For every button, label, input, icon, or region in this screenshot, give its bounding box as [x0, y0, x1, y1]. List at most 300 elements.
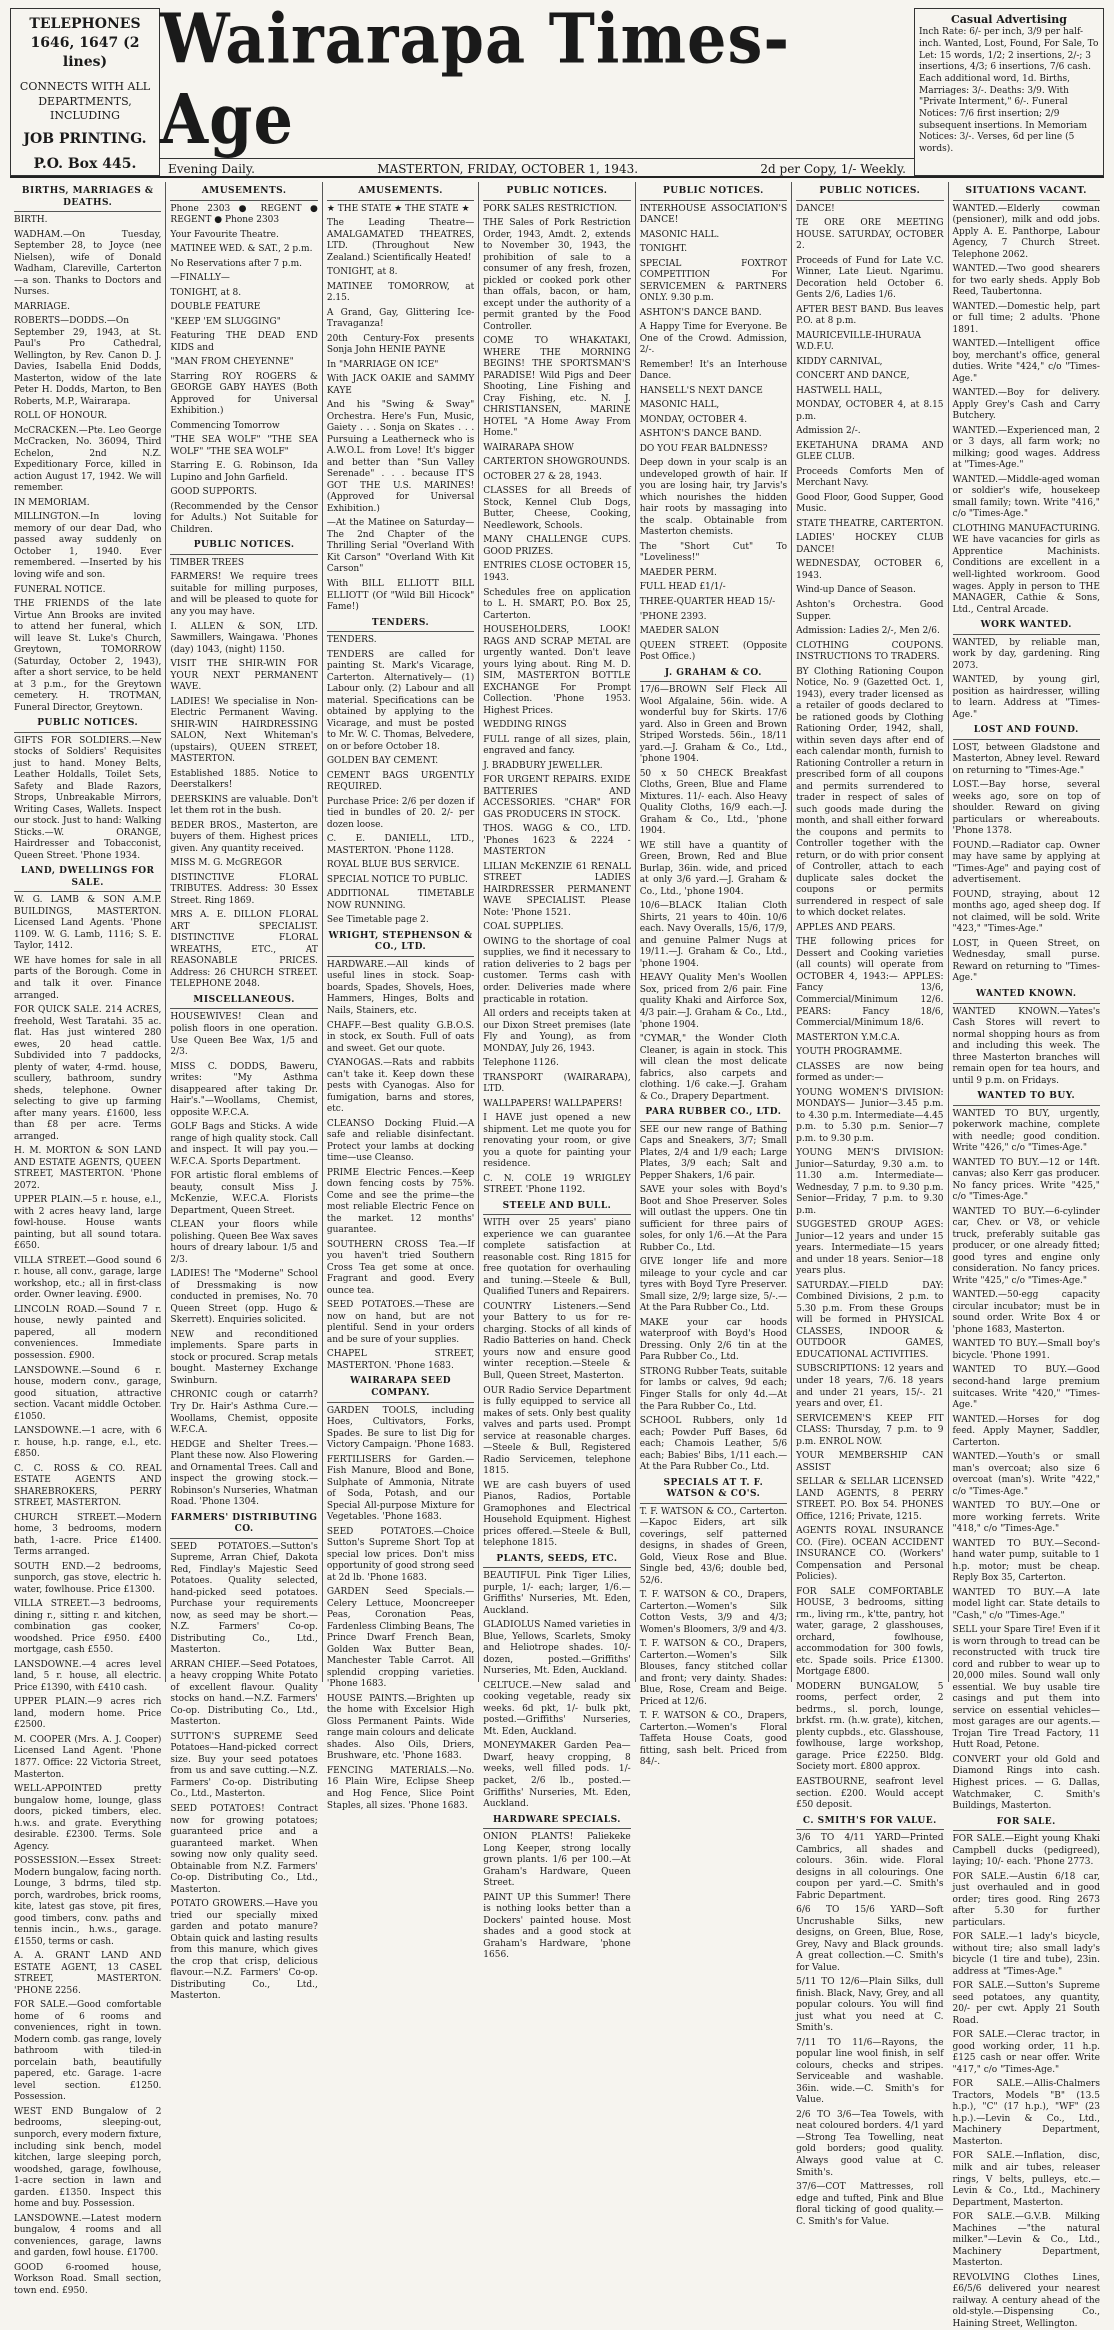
po-box: P.O. Box 445. [33, 156, 137, 173]
notice-item: MATINEE WED. & SAT., 2 p.m. [170, 244, 313, 255]
newspaper-title: Wairarapa Times-Age [160, 0, 791, 159]
notice-item: FOR artistic floral emblems of beauty, consult Miss J. McKenzie, W.F.C.A. Florists Department, Queen Street. [170, 1171, 318, 1216]
notice-item: CELTUCE.—New salad and cooking vegetable, ready six weeks. 6d pkt, 1/- bulk pkt, posted.—Griffiths' Nurseries, Mt. Eden, Auckland. [483, 1680, 631, 1737]
notice-item: TE ORE ORE MEETING HOUSE. SATURDAY, OCTOBER 2. [796, 218, 944, 252]
notice-item: GOLDEN BAY CEMENT. [326, 756, 439, 767]
notice-item: T. F. WATSON & CO., Carterton.—Kapoc Eiders, art silk coverings, self patterned designs, in shades of Green, Gold, Vieux Rose and Blue. Single bed, 43/6; double bed, 52/6. [639, 1506, 788, 1586]
notice-item: SOUTH END.—2 bedrooms, sunporch, gas stove, electric h. water, fowlhouse. Price £1300. [14, 1561, 162, 1595]
notice-item: With BILL ELLIOTT BILL ELLIOTT (Of "Wild Bill Hicock" Fame!) [326, 578, 475, 613]
notice-item: WANTED, by reliable man, work by day, gardening. Ring 2073. [952, 637, 1100, 671]
notice-item: FULL range of all sizes, plain, engraved and fancy. [483, 734, 631, 757]
notice-item: WALLPAPERS! WALLPAPERS! [483, 1098, 623, 1109]
section-body [327, 204, 474, 614]
notice-item: —FINALLY— [170, 273, 230, 284]
notice-item: Wind-up Dance of Season. [796, 585, 916, 596]
notice-item: MONDAY, OCTOBER 4. [639, 414, 748, 425]
notice-item: TONIGHT, at 8. [326, 267, 398, 278]
notice-item: 'PHONE 2393. [639, 611, 707, 622]
notice-item: UPPER PLAIN.—5 r. house, e.l., with 2 acres heavy land, large fowl-house. House wants painting, but all sound totara. £650. [14, 1195, 162, 1252]
notice-item: WANTED TO BUY, urgently, pokerwork machine, complete with needle; good condition. Write "426," c/o "Times-Age." [952, 1108, 1100, 1154]
notice-item: FOUND.—Radiator cap. Owner may have same by applying at "Times-Age" and paying cost of advertisement. [952, 840, 1100, 886]
notice-item: CONCERT AND DANCE, [796, 371, 910, 382]
notice-item: CLASSES are now being formed as under:— [796, 1061, 944, 1084]
notice-item: YOUNG WOMEN'S DIVISION: MONDAYS— Junior—3.45 p.m. to 4.30 p.m. Intermediate—4.45 p.m. to 5.30 p.m. Senior—7 p.m. to 9.30 p.m. [796, 1087, 944, 1144]
notice-item: WE are cash buyers of used Pianos, Radios, Portable Gramophones and Electrical Household Equipment. Highest prices offered.—Steele & Bull, telephone 1815. [483, 1480, 631, 1549]
connects-text: CONNECTS WITH ALL DEPARTMENTS, INCLUDING [19, 79, 151, 123]
notice-item: APPLES AND PEARS. [796, 922, 896, 933]
masthead [10, 0, 1104, 178]
section-body [953, 638, 1100, 722]
notice-item: 20th Century-Fox presents Sonja John HENIE PAYNE [326, 333, 475, 356]
notice-item: CLASSES for all Breeds of Stock, Kennel Club Dogs, Butter, Cheese, Cooking, Needlework, Schools. [483, 486, 631, 531]
notice-item: "KEEP 'EM SLUGGING" [170, 316, 281, 327]
notice-item: SPECIAL FOXTROT COMPETITION For SERVICEMEN & PARTNERS ONLY. 9.30 p.m. [639, 258, 788, 304]
notice-item: 2/6 TO 3/6—Tea Towels, with neat coloured borders. 4/1 yard—Strong Tea Towelling, neat gold borders; good quality. Always good value at C. Smith's. [796, 2109, 944, 2178]
notice-item: THE Sales of Pork Restriction Order, 1943, Amdt. 2, extends to November 30, 1943, the prohibition of sale to a consumer of any fresh, frozen, pickled or cooked pork other than offals, bacon, or ham, except under the authority of a permit granted by the Food Controller. [483, 218, 631, 332]
notice-item: Deep down in your scalp is an undeveloped growth of hair. If you are losing hair, try Jarvis's which nourishes the hidden hair roots by massaging into the scalp. Obtainable from Masterton chemists. [639, 458, 788, 538]
notice-item: WANTED.—Horses for dog feed. Apply Mayner, Saddler, Carterton. [952, 1414, 1100, 1448]
notice-item: SCHOOL Rubbers, only 1d each; Powder Puff Bases, 6d each; Chamois Leather, 5/6 each; Babies' Bibs, 1/11 each.—At the Para Rubber Co., Ltd. [639, 1416, 788, 1473]
notice-item: C. N. COLE 19 WRIGLEY STREET. 'Phone 1192. [483, 1173, 631, 1196]
notice-item: VILLA STREET.—3 bedrooms, dining r., sitting r. and kitchen, combination gas cooker, woodshed. Price £950. £400 mortgage, cash £550. [14, 1599, 162, 1656]
notice-item: BEAUTIFUL Pink Tiger Lilies, purple, 1/- each; larger, 1/6.—Griffiths' Nurseries, Mt. Eden, Auckland. [483, 1571, 631, 1616]
section-heading: TENDERS. [327, 618, 474, 633]
notice-item: HEAVY Quality Men's Woollen Sox, priced from 2/6 pair. Fine quality Khaki and Airforce Sox, 4/3 pair.—J. Graham & Co., Ltd., 'phone 1904. [639, 973, 788, 1030]
notice-item: Purchase Price: 2/6 per dozen if tied in bundles of 20. 2/- per dozen loose. [326, 796, 475, 830]
notice-item: SEED POTATOES.—Sutton's Supreme, Arran Chief, Dakota Red, Findlay's Majestic Seed Potatoes. Quality selected, hand-picked seed potatoes. Purchase your requirements now, as seed may be short.—N.Z. Farmers' Co-op. Distributing Co., Ltd., Masterton. [170, 1541, 318, 1656]
notice-item: YOUR MEMBERSHIP CAN ASSIST [796, 1451, 944, 1473]
notice-item: Featuring THE DEAD END KIDS and [170, 331, 318, 353]
notice-item: LADIES! We specialise in Non-Electric Permanent Waving. SHIR-WIN HAIRDRESSING SALON, Next Whiteman's (upstairs), QUEEN STREET, MASTERTON. [170, 696, 318, 765]
notice-item: 6/6 TO 15/6 YARD—Soft Uncrushable Silks, new designs, on Green, Blue, Rose, Grey, Navy and Black grounds. A great collection.—C. Smith's for Value. [796, 1905, 944, 1973]
notice-item: FOR SALE COMFORTABLE HOUSE, 3 bedrooms, sitting rm., living rm., k'tte, pantry, hot water, garage, 2 glasshouses, orchard, fowlhouse, accommodation for 300 fowls, etc. Spade soils. Price £1300. Mortgage £800. [796, 1586, 944, 1678]
notice-item: DISTINCTIVE FLORAL TRIBUTES. Address: 30 Essex Street. Ring 1869. [170, 872, 318, 906]
section-heading: WAIRARAPA SEED COMPANY. [327, 1376, 474, 1402]
notice-item: SERVICEMEN'S KEEP FIT CLASS: Thursday, 7 p.m. to 9 p.m. ENROL NOW. [796, 1413, 944, 1447]
notice-item: ENTRIES CLOSE OCTOBER 15, 1943. [483, 561, 631, 583]
title-area [160, 0, 914, 176]
notice-item: 3/6 TO 4/11 YARD—Printed Cambrics, all shades and colours. 36in. wide. Floral designs in all colourings. One coupon per yard.—C. Smith's Fabric Department. [796, 1833, 944, 1901]
notice-item: FOUND, straying, about 12 months ago, aged sheep dog. If not claimed, will be sold. Write "423," "Times-Age." [952, 889, 1100, 935]
notice-item: CHRONIC cough or catarrh? Try Dr. Hair's Asthma Cure.—Woollams, Chemist, opposite W.F.C.A. [170, 1390, 318, 1436]
notice-item: COME TO WHAKATAKI, WHERE THE MORNING BEGINS! THE SPORTSMAN'S PARADISE! Wild Pigs and Deer Shooting, Line Fishing and Cray Fishing, etc. N. J. CHRISTIANSEN, MARINE HOTEL "A Home Away From Home." [483, 336, 631, 439]
notice-item: ADDITIONAL TIMETABLE NOW RUNNING. [326, 889, 475, 911]
notice-item: CHURCH STREET.—Modern home, 3 bedrooms, modern bath, 1-acre. Price £1400. Terms arranged. [14, 1512, 162, 1558]
section-heading: AMUSEMENTS. [327, 186, 474, 201]
section-body [640, 685, 787, 1103]
notice-item: (Recommended by the Censor for Adults.) Not Suitable for Children. [170, 501, 318, 535]
notice-item: MONDAY, OCTOBER 4, at 8.15 p.m. [796, 400, 944, 422]
notice-item: SEE our new range of Bathing Caps and Sneakers, 3/7; Small Plates, 2/4 and 1/9 each; Large Plates, 3/9 each; Salt and Pepper Shakers, 1/6 pair. [639, 1124, 788, 1181]
notice-item: WANTED TO BUY.—Good second-hand large premium suitcases. Write "420," "Times-Age." [952, 1365, 1100, 1411]
notice-item: DANCE! [796, 203, 835, 214]
notice-item: Ashton's Orchestra. Good Supper. [796, 599, 944, 622]
notice-item: SELL your Spare Tire! Even if it is worn through to tread can be reconstructed with truck tire cord and rubber to wear up to 20,000 miles. Sound wall only essential. We buy usable tire casings and put them into service on essential vehicles—most garages are our agents.—Trojan Tire Tread Factory, 11 Hutt Road, Petone. [952, 1625, 1100, 1751]
notice-item: CARTERTON SHOWGROUNDS. [483, 457, 630, 468]
notice-item: Proceeds of Fund for Late V.C. Winner, Late Lieut. Ngarimu. Decoration held October 6. Gents 2/6, Ladies 1/6. [796, 255, 944, 301]
notice-item: IN MEMORIAM. [14, 497, 90, 508]
notice-item: MAURICEVILLE-IHURAUA W.D.F.U. [796, 330, 922, 353]
notice-item: BIRTH. [14, 215, 48, 226]
notice-item: WE still have a quantity of Green, Brown, Red and Blue Burlap, 36in. wide, and priced at only 3/6 yard.—J. Graham & Co., Ltd., 'phone 1904. [639, 840, 788, 897]
notice-item: WANTED TO BUY.—6-cylinder car, Chev. or V8, or vehicle truck, preferably suitable gas producer, or one already fitted; good tyres and engine only consideration. No fancy prices. Write "425," c/o "Times-Age." [952, 1206, 1100, 1286]
section-body [14, 215, 161, 714]
section-heading: PUBLIC NOTICES. [483, 186, 630, 201]
section-body [170, 204, 317, 537]
notice-item: MILLINGTON.—In loving memory of our dear Dad, who passed away suddenly on October 1, 1940. Ever remembered. —Inserted by his loving wife and son. [14, 512, 162, 580]
notice-item: TONIGHT, at 8. [170, 287, 242, 298]
telephone-heading: TELEPHONES [29, 16, 141, 32]
section-body [953, 1109, 1100, 1813]
notice-item: MISS M. G. McGREGOR [170, 858, 282, 869]
notice-item: MATINEE TOMORROW, at 2.15. [326, 281, 475, 304]
section-heading: WANTED TO BUY. [953, 1091, 1100, 1106]
section-heading: PUBLIC NOTICES. [796, 186, 943, 201]
notice-item: WANTED TO BUY.—12 or 14ft. canvas; also Kerr gas producer. No fancy prices. Write "425," c/o "Times-Age." [952, 1157, 1100, 1203]
notice-item: Telephone 1126. [483, 1058, 559, 1069]
notice-item: GIVE longer life and more mileage to your cycle and car tyres with Boyd Tyre Preserver. Small size, 2/9; large size, 5/-.—At the Para Rubber Co., Ltd. [639, 1257, 788, 1314]
dateline: MASTERTON, FRIDAY, OCTOBER 1, 1943. [377, 161, 639, 176]
notice-item: SEED POTATOES! Contract now for growing potatoes; guaranteed price and a guaranteed market. When sowing now only quality seed. Obtainable from N.Z. Farmers' Co-op. Distributing Co., Ltd., Masterton. [170, 1804, 318, 1895]
notice-item: A Happy Time for Everyone. Be One of the Crowd. Admission, 2/-. [639, 322, 788, 356]
notice-item: The Leading Theatre— AMALGAMATED THEATRES, LTD. (Throughout New Zealand.) Scientifically Heated! [326, 218, 475, 263]
notice-item: TIMBER TREES [170, 557, 245, 568]
notice-item: FERTILISERS for Garden.—Fish Manure, Blood and Bone, Sulphate of Ammonia, Nitrate of Soda, Potash, and our Special All-purpose Mixture for Vegetables. 'Phone 1683. [326, 1454, 475, 1523]
notice-item: THE FRIENDS of the late Virtue Ann Brooks are invited to attend her funeral, which will leave St. Luke's Church, Greytown, TOMORROW (Saturday, October 2, 1943), after a short service, to be held at 3 p.m., for the Greytown cemetery. H. TROTMAN, Funeral Director, Greytown. [14, 599, 162, 713]
price-label: 2d per Copy, 1/- Weekly. [760, 161, 906, 176]
notice-item: BY Clothing Rationing Coupon Notice, No. 9 (Gazetted Oct. 1, 1943), every trader licensed as a retailer of goods declared to be rationed goods by Clothing Rationing Order, 1942, shall, within seven days after end of each calendar month, furnish to Rationing Controller a return in prescribed form of all coupons and permits surrendered to trader in respect of sales of such goods made during the month, and shall either forward the coupons and permits to Controller together with the return, or do with prior consent of Controller, attach to each duplicate sales docket the coupons or permits surrendered in respect of sale to which docket relates. [796, 666, 944, 919]
notice-item: CLOTHING COUPONS. INSTRUCTIONS TO TRADERS. [796, 640, 944, 663]
notice-item: "THE SEA WOLF" "THE SEA WOLF" "THE SEA WOLF" [170, 435, 318, 457]
column-4 [479, 182, 635, 1961]
notice-item: C. E. DANIELL, LTD., MASTERTON. 'Phone 1128. [326, 834, 475, 856]
notice-item: MARRIAGE. [14, 301, 70, 312]
notice-item: M. COOPER (Mrs. A. J. Cooper) Licensed Land Agent. 'Phone 1877. Office: 22 Victoria Street, Masterton. [14, 1734, 162, 1780]
notice-item: GOOD 6-roomed house, Workson Road. Small section, town end. £950. [14, 2262, 162, 2296]
notice-item: SEED POTATOES.—These are now on hand, but are not plentiful. Send in your orders and be sure of your supplies. [326, 1300, 475, 1345]
column-3 [323, 182, 479, 1811]
notice-item: WANTED.—Middle-aged woman or soldier's wife, housekeep small family; town. Write "416," c/o "Times-Age." [952, 474, 1100, 520]
notice-item: Phone 2303 ● REGENT ● REGENT ● Phone 2303 [170, 203, 318, 226]
notice-item: "CYMAR," the Wonder Cloth Cleaner, is again in stock. This will clean the most delicate fabrics, also carpets and clothing. 1/6 cake.—J. Graham & Co., Drapery Department. [639, 1034, 788, 1102]
columns-container [10, 182, 1104, 2329]
section-heading: AMUSEMENTS. [170, 186, 317, 201]
notice-item: OCTOBER 27 & 28, 1943. [483, 471, 602, 482]
notice-item: ROYAL BLUE BUS SERVICE. [326, 860, 460, 871]
section-heading: WORK WANTED. [953, 620, 1100, 635]
notice-item: SOUTHERN CROSS Tea.—If you haven't tried Southern Cross Tea get some at once. Fragrant and good. Every ounce tea. [326, 1239, 475, 1296]
notice-item: OWING to the shortage of coal supplies, we find it necessary to ration deliveries to 2 bags per customer. Terms cash with order. Deliveries made where practicable in rotation. [483, 936, 631, 1005]
notice-item: GOLF Bags and Sticks. A wide range of high quality stock. Call and inspect. It will pay you.—W.F.C.A. Sports Department. [170, 1122, 318, 1167]
notice-item: FOR SALE.—Austin 6/18 car, just overhauled and in good order; tires good. Ring 2673 after 5.30 for further particulars. [952, 1871, 1100, 1928]
notice-item: WADHAM.—On Tuesday, September 28, to Joyce (nee Nielsen), wife of Donald Wadham, Clareville, Carterton—a son. Thanks to Doctors and Nurses. [14, 229, 162, 298]
notice-item: ONION PLANTS! Paliekeke Long Keeper, strong locally grown plants. 1/6 per 100.—At Graham's Hardware, Queen Street. [483, 1832, 631, 1889]
notice-item: Remember! It's an Interhouse Dance. [639, 359, 788, 382]
notice-item: FENCING MATERIALS.—No. 16 Plain Wire, Eclipse Sheep and Hog Fence, Slice Point Staples, all sizes. 'Phone 1683. [326, 1765, 475, 1811]
notice-item: ROLL OF HONOUR. [14, 411, 108, 422]
section-body [953, 204, 1100, 617]
notice-item: MASTERTON Y.M.C.A. [796, 1032, 900, 1043]
notice-item: MRS A. E. DILLON FLORAL ART SPECIALIST. DISTINCTIVE FLORAL WREATHS, ETC., AT REASONABLE PRICES. Address: 26 CHURCH STREET. TELEPHONE 2048. [170, 910, 318, 990]
notice-item: T. F. WATSON & CO., Drapers, Carterton.—Women's Silk Blouses, fancy stitched collar and front; very dainty. Shades: Blue, Rose, Cream and Beige. Priced at 12/6. [639, 1639, 788, 1707]
notice-item: The "Short Cut" To "Loveliness!" [639, 541, 788, 564]
notice-item: TENDERS are called for painting St. Mark's Vicarage, Carterton. Alternatively— (1) Labour only. (2) Labour and all material. Specifications can be obtained by applying to the Vicarage, and must be posted to Mr. W. C. Thomas, Belvedere, on or before October 18. [326, 649, 475, 752]
notice-item: MAKE your car hoods waterproof with Boyd's Hood Dressing. Only 2/6 tin at the Para Rubber Co., Ltd. [639, 1317, 788, 1363]
notice-item: LOST.—Bay horse, several weeks ago, sore on top of shoulder. Reward on giving particulars or whereabouts. 'Phone 1378. [952, 780, 1100, 837]
notice-item: Good Floor, Good Supper, Good Music. [796, 492, 944, 515]
notice-item: CYANOGAS.—Rats and rabbits can't take it. Keep down these pests with Cyanogas. Also for fumigation, barns and stores, etc. [326, 1058, 475, 1115]
notice-item: LINCOLN ROAD.—Sound 7 r. house, newly painted and papered, all modern conveniences. Immediate possession. £900. [14, 1304, 162, 1361]
notice-item: SUGGESTED GROUP AGES: Junior—12 years and under 15 years. Intermediate—15 years and under 18 years. Senior—18 years plus. [796, 1220, 944, 1277]
notice-item: WANTED TO BUY.—Small boy's bicycle. 'Phone 1991. [952, 1339, 1100, 1361]
notice-item: LANSDOWNE.—Sound 6 r. house, modern conv., garage, good situation, attractive section. Vacant middle October. £1050. [14, 1365, 162, 1422]
notice-item: J. BRADBURY JEWELLER. [483, 760, 603, 771]
section-heading: J. GRAHAM & CO. [640, 668, 787, 683]
notice-item: SPECIAL NOTICE TO PUBLIC. [326, 874, 468, 885]
notice-item: T. F. WATSON & CO., Drapers, Carterton.—Women's Silk Cotton Vests, 3/9 and 4/3; Women's Bloomers, 3/9 and 4/3. [639, 1590, 788, 1635]
notice-item: AGENTS ROYAL INSURANCE CO. (Fire). OCEAN ACCIDENT INSURANCE CO. (Workers' Compensation and Personal Policies). [796, 1526, 944, 1583]
section-body [953, 1834, 1100, 2330]
notice-item: SATURDAY.—FIELD DAY: Combined Divisions, 2 p.m. to 5.30 p.m. From these Groups will be formed in PHYSICAL CLASSES, INDOOR & OUTDOOR GAMES, EDUCATIONAL ACTIVITIES. [796, 1280, 944, 1360]
notice-item: FOR SALE.—Clerac tractor, in good working order, 11 h.p. £125 cash or near offer. Write "417," c/o "Times-Age." [952, 2030, 1100, 2075]
notice-item: FOR QUICK SALE. 214 ACRES, freehold, West Taratahi. 35 ac. flat. Has just wintered 280 ewes, 20 head cattle. Subdivided into 7 paddocks, plenty of water, 4-rmd. house, scullery, bathroom, sundry sheds, telephone. Owner selecting to give up farming after many years. £1600, less than £8 per acre. Terms arranged. [14, 1005, 162, 1142]
notice-item: MODERN BUNGALOW, 5 rooms, perfect order, 2 bedrms., sl. porch, lounge, brkfst. rm. (h.w. grate), kitchen, plenty cupbds., etc. Glasshouse, fowlhouse, large workshop, garage. Price £2250. Bldg. Society mort. £800 approx. [796, 1681, 944, 1773]
dateline-bar [160, 158, 914, 179]
section-heading: WRIGHT, STEPHENSON & CO., LTD. [327, 931, 474, 957]
section-body [953, 743, 1100, 985]
column-5 [636, 182, 792, 1768]
section-body [796, 204, 943, 1812]
section-body [483, 204, 630, 1197]
section-body [640, 1507, 787, 1769]
section-body [327, 1406, 474, 1813]
notice-item: AFTER BEST BAND. Bus leaves P.O. at 8 p.m. [796, 304, 944, 327]
column-2 [166, 182, 322, 2002]
notice-item: ASHTON'S DANCE BAND. [639, 429, 762, 440]
section-body [170, 1012, 317, 1508]
notice-item: COAL SUPPLIES. [483, 922, 564, 933]
notice-item: WEST END Bungalow of 2 bedrooms, sleeping-out, sunporch, every modern fixture, including sink bench, model kitchen, large sleeping porch, woodshed, garage, fowlhouse, 1-acre section in lawn and garden. £1350. Inspect this home and buy. Possession. [14, 2106, 162, 2210]
notice-item: WANTED.—Boy for delivery. Apply Grey's Cash and Carry Butchery. [952, 388, 1100, 422]
section-heading: MISCELLANEOUS. [170, 995, 317, 1010]
notice-item: FOR SALE.—Sutton's Supreme seed potatoes, any quantity, 20/- per cwt. Apply 21 South Road. [952, 1981, 1100, 2026]
section-body [796, 1833, 943, 2228]
notice-item: OUR Radio Service Department is fully equipped to service all makes of sets. Only best quality valves and parts used. Prompt service at reasonable charges.—Steele & Bull, Registered Radio Servicemen, telephone 1815. [483, 1385, 631, 1477]
section-heading: C. SMITH'S FOR VALUE. [796, 1816, 943, 1831]
section-body [14, 895, 161, 2297]
notice-item: PAINT UP this Summer! There is nothing looks better than a Dockers' painted house. Most shades and a good stock at Graham's Hardware, 'phone 1656. [483, 1892, 631, 1961]
notice-item: See Timetable page 2. [326, 915, 429, 926]
notice-item: TENDERS. [326, 635, 377, 646]
notice-item: GARDEN Seed Specials.—Celery Lettuce, Mooncreeper Peas, Coronation Peas, Fardenless Climbing Beans, The Prince Dwarf French Bean, Golden Wax Butter Bean, Manchester Table Carrot. All splendid cropping varieties. 'Phone 1683. [326, 1587, 475, 1690]
notice-item: WITH over 25 years' piano experience we can guarantee complete satisfaction at reasonable cost. Ring 1815 for free quotation for overhauling and tuning.—Steele & Bull, Qualified Tuners and Repairers. [483, 1218, 631, 1298]
notice-item: I. ALLEN & SON, LTD. Sawmillers, Waingawa. 'Phones (day) 1043, (night) 1150. [170, 621, 318, 655]
section-body [327, 960, 474, 1373]
notice-item: LADIES' HOCKEY CLUB DANCE! [796, 533, 944, 555]
notice-item: CLEAN your floors while polishing. Queen Bee Wax saves hours of dreary labour. 1/5 and 2/3. [170, 1220, 318, 1265]
notice-item: Proceeds Comforts Men of Merchant Navy. [796, 466, 944, 489]
notice-item: 37/6—COT Mattresses, roll edge and tufted, Pink and Blue floral ticking of good quality.—C. Smith's for Value. [796, 2182, 944, 2227]
notice-item: THE following prices for Dessert and Cooking varieties (all counts) will operate from OCTOBER 4, 1943:— APPLES: Fancy 13/6, Commercial/Minimum 12/6. PEARS: Fancy 18/6, Commercial/Minimum 18/6. [796, 937, 944, 1029]
notice-item: FUNERAL NOTICE. [14, 584, 106, 595]
notice-item: LADIES! The "Moderne" School of Dressmaking is now conducted in premises, No. 70 Queen Street (opp. Hugo & Skerrett). Enquiries solicited. [170, 1269, 318, 1326]
section-heading: PUBLIC NOTICES. [640, 186, 787, 201]
section-heading: BIRTHS, MARRIAGES & DEATHS. [14, 186, 161, 212]
notice-item: HOUSE PAINTS.—Brighten up the home with Excelsior High Gloss Permanent Paints. Wide range main colours and delicate shades. Also Oils, Driers, Brushware, etc. 'Phone 1683. [326, 1693, 475, 1762]
notice-item: T. F. WATSON & CO., Drapers, Carterton.—Women's Floral Taffeta House Coats, good fitting, sash belt. Priced from 84/-. [639, 1711, 788, 1768]
notice-item: Established 1885. Notice to Deerstalkers! [170, 768, 318, 791]
notice-item: FOR SALE.—1 lady's bicycle, without tire; also small lady's bicycle (1 tire and tube), 23in. address at "Times-Age." [952, 1932, 1100, 1977]
notice-item: ROBERTS—DODDS.—On September 29, 1943, at St. Paul's Pro Cathedral, Wellington, by Rev. Canon D. J. Davies, Isabella Enid Dodds, Masterton, widow of the late Peter H. Dodds, Marton, to Ben Roberts, M.P., Wairarapa. [14, 316, 162, 407]
notice-item: WELL-APPOINTED pretty bungalow home, lounge, glass doors, picked timbers, elec. h.w.s. and grate. Everything desirable. £2300. Terms. Sole Agency. [14, 1784, 162, 1852]
notice-item: KIDDY CARNIVAL, [796, 356, 883, 367]
section-heading: LAND, DWELLINGS FOR SALE. [14, 866, 161, 892]
section-body [327, 635, 474, 927]
notice-item: WANTED TO BUY.—One or more working ferrets. Write "418," c/o "Times-Age." [952, 1501, 1100, 1535]
notice-item: FULL HEAD £1/1/- [639, 582, 726, 593]
notice-item: WANTED.—Domestic help, part or full time; 2 adults. 'Phone 1891. [952, 301, 1100, 335]
notice-item: WANTED.—Intelligent office boy, merchant's office, general duties. Write "424," c/o "Times-Age." [952, 339, 1100, 384]
notice-item: FOR SALE.—Good comfortable home of 6 rooms and conveniences, right in town. Modern comb. gas range, lovely bathroom with tiled-in porcelain bath, beautifully papered, etc. Garage. 1-acre level section. £1250. Possession. [14, 2000, 162, 2103]
notice-item: DEERSKINS are valuable. Don't let them rot in the bush. [170, 794, 318, 817]
section-body [14, 736, 161, 863]
notice-item: LANSDOWNE.—4 acres level land, 5 r. house, all electric. Price £1390, with £410 cash. [14, 1659, 162, 1693]
notice-item: With JACK OAKIE and SAMMY KAYE [326, 374, 475, 396]
notice-item: 50 x 50 CHECK Breakfast Cloths, Green, Blue and Flame Mixtures. 11/- each. Also Heavy Quality Cloths, 16/9 each.—J. Graham & Co., Ltd., 'phone 1904. [639, 768, 788, 837]
notice-item: Commencing Tomorrow [170, 420, 280, 431]
notice-item: FOR URGENT REPAIRS. EXIDE BATTERIES AND ACCESSORIES. "CHAR" FOR GAS PRODUCERS IN STOCK. [483, 775, 631, 820]
notice-item: CLOTHING MANUFACTURING. WE have vacancies for girls as Apprentice Machinists. Conditions are excellent in a well-lighted workroom. Good wages. Apply in person to THE MANAGER, Cathie & Sons, Ltd., Central Arcade. [952, 523, 1100, 615]
notice-item: A. A. GRANT LAND AND ESTATE AGENT, 13 CASEL STREET, MASTERTON. 'PHONE 2256. [14, 1951, 162, 1996]
job-printing: JOB PRINTING. [23, 131, 147, 148]
notice-item: MAEDER PERM. [639, 567, 717, 578]
section-heading: LOST AND FOUND. [953, 725, 1100, 740]
notice-item: GIFTS FOR SOLDIERS.—New stocks of Soldiers' Requisites just to hand. Money Belts, Leather Holdalls, Toilet Sets, Safety and Blade Razors, Strops, Unbreakable Mirrors, Writing Cases, Wallets. Inspect our stock. Just to hand: Walking Sticks.—W. ORANGE, Hairdresser and Tobacconist, Queen Street. 'Phone 1934. [14, 735, 162, 861]
notice-item: POTATO GROWERS.—Have you tried our specially mixed garden and potato manure? Obtain quick and lasting results from this manure, which gives the crop that crisp, delicious flavour.—N.Z. Farmers' Co-op. Distributing Co., Ltd., Masterton. [170, 1899, 318, 2002]
section-heading: HARDWARE SPECIALS. [483, 1815, 630, 1830]
section-heading: FOR SALE. [953, 1817, 1100, 1832]
notice-item: WANTED.—Youth's or small man's overcoat; also size 6 overcoat (man's). Write "422," c/o "Times-Age." [952, 1452, 1100, 1497]
section-body [483, 1218, 630, 1549]
section-body [640, 204, 787, 664]
notice-item: STATE THEATRE, CARTERTON. [796, 518, 944, 529]
notice-item: HOUSEWIVES! Clean and polish floors in one operation. Use Queen Bee Wax, 1/5 and 2/3. [170, 1012, 318, 1058]
notice-item: WANTED.—50-egg capacity circular incubator; must be in sound order. Write Box 4 or 'phone 1683, Masterton. [952, 1290, 1100, 1335]
notice-item: HANSELL'S NEXT DANCE [639, 385, 763, 396]
notice-item: WANTED, by young girl, position as hairdresser, willing to learn. Address at "Times-Age." [952, 675, 1100, 720]
notice-item: In "MARRIAGE ON ICE" [326, 359, 439, 370]
notice-item: EKETAHUNA DRAMA AND GLEE CLUB. [796, 440, 944, 463]
advertising-rates: Inch Rate: 6/- per inch, 3/9 per half-inch. Wanted, Lost, Found, For Sale, To Let: 15 words, 1/2; 2 insertions, 2/-; 3 insertions, 4/3; 6 insertions, 7/6 cash. Each additional word, 1d. Births, Marriages: 3/-. Deaths: 3/9. With "Private Interment," 6/-. Funeral Notices: 7/6 first insertion; 2/9 subsequent insertions. In Memoriam Notices: 3/-. Verses, 6d per line (5 words). [919, 27, 1099, 155]
notice-item: No Reservations after 7 p.m. [170, 258, 302, 269]
notice-item: WEDNESDAY, OCTOBER 6, 1943. [796, 559, 944, 581]
notice-item: TRANSPORT (WAIRARAPA), LTD. [483, 1072, 631, 1095]
section-heading: SPECIALS AT T. F. WATSON & CO'S. [640, 1478, 787, 1504]
notice-item: YOUNG MEN'S DIVISION: Junior—Saturday, 9.30 a.m. to 11.30 a.m. Intermediate—Wednesday, 7 p.m. to 9.30 p.m. Senior—Friday, 7 p.m. to 9.30 p.m. [796, 1148, 944, 1216]
section-heading: STEELE AND BULL. [483, 1201, 630, 1216]
section-heading: PUBLIC NOTICES. [14, 718, 161, 733]
notice-item: SEED POTATOES.—Choice Sutton's Supreme Short Top at special low prices. Don't miss opportunity of good strong seed at 2d lb. 'Phone 1683. [326, 1526, 475, 1583]
notice-item: WANTED TO BUY.—A late model light car. State details to "Cash," c/o "Times-Age." [952, 1587, 1100, 1621]
notice-item: LANSDOWNE.—Latest modern bungalow, 4 rooms and all conveniences, garage, lawns and garden, fowl house. £1700. [14, 2213, 162, 2259]
notice-item: MANY CHALLENGE CUPS. GOOD PRIZES. [483, 535, 631, 557]
section-heading: WANTED KNOWN. [953, 989, 1100, 1004]
notice-item: 17/6—BROWN Self Fleck All Wool Afgalaine, 56in. wide. A wonderful buy for Skirts. 17/6 yard. Also in Green and Brown Striped Worsteds. 56in., 18/11 yard.—J. Graham & Co., Ltd., 'phone 1904. [639, 685, 788, 765]
notice-item: GLADIOLUS Named varieties in Blue, Yellows, Scarlets, Smoky and Heliotrope shades. 10/- dozen, posted.—Griffiths' Nurseries, Mt. Eden, Auckland. [483, 1620, 631, 1677]
telephone-numbers: 1646, 1647 (2 lines) [30, 34, 140, 70]
notice-item: MASONIC HALL, [639, 400, 720, 411]
notice-item: WANTED.—Two good shearers for two early sheds. Apply Bob Reed, Taubertonna. [952, 264, 1100, 298]
notice-item: All orders and receipts taken at our Dixon Street premises (late Fly and Young), as from MONDAY, July 26, 1943. [483, 1009, 631, 1054]
section-heading: PARA RUBBER CO., LTD. [640, 1107, 787, 1122]
notice-item: MAEDER SALON [639, 626, 720, 637]
telephone-box [10, 8, 160, 176]
notice-item: FOR SALE.—Inflation, disc, milk and air tubes, releaser rings, V belts, pulleys, etc.—Levin & Co., Ltd., Machinery Department, Masterton. [952, 2151, 1100, 2208]
notice-item: VILLA STREET.—Good sound 6 r. house, all conv., garage, large workshop, etc.; all in first-class order. Owner leaving. £900. [14, 1255, 162, 1301]
notice-item: TONIGHT. [639, 244, 688, 255]
notice-item: And his "Swing & Sway" Orchestra. Here's Fun, Music, Gaiety . . . Sonja on Skates . . . Pursuing a Leatherneck who is A.W.O.L. from Love! It's bigger and better than "Sun Valley Serenade" . . . because IT'S GOT THE U.S. MARINES! (Approved for Universal Exhibition.) [326, 400, 475, 514]
notice-item: HARDWARE.—All kinds of useful lines in stock. Soap-boards, Spades, Shovels, Hoes, Hammers, Hinges, Bolts and Nails, Stainers, etc. [326, 959, 475, 1016]
section-body [483, 1571, 630, 1810]
notice-item: HOUSEHOLDERS, LOOK! RAGS AND SCRAP METAL are urgently wanted. Don't leave yours lying about. Ring M. D. SIM, MASTERTON BOTTLE EXCHANGE For Prompt Collection. 'Phone 1953. Highest Prices. [483, 625, 631, 716]
notice-item: PORK SALES RESTRICTION. [483, 203, 618, 214]
notice-item: GARDEN TOOLS, including Hoes, Cultivators, Forks, Spades. Be sure to list Dig for Victory Campaign. 'Phone 1683. [326, 1405, 475, 1451]
notice-item: REVOLVING Clothes Lines, £6/5/6 delivered your nearest railway. A century ahead of the old-style.—Dispensing Co., Haining Street, Wellington. [952, 2272, 1100, 2329]
notice-item: ★ THE STATE ★ THE STATE ★ [326, 203, 470, 214]
notice-item: FOR SALE.—Eight young Khaki Campbell ducks (pedigreed), laying; 10/- each. 'Phone 2773. [952, 1834, 1100, 1868]
notice-item: VISIT THE SHIR-WIN FOR YOUR NEXT PERMANENT WAVE. [170, 659, 318, 693]
notice-item: Admission 2/-. [796, 426, 861, 437]
notice-item: THOS. WAGG & CO., LTD. 'Phones 1623 & 2224 - MASTERTON [483, 824, 631, 858]
notice-item: YOUTH PROGRAMME. [796, 1047, 903, 1058]
notice-item: LOST, in Queen Street, on Wednesday, small purse. Reward on returning to "Times-Age." [952, 938, 1100, 984]
notice-item: ASHTON'S DANCE BAND. [639, 307, 762, 318]
notice-item: FOR SALE.—G.V.B. Milking Machines —"the natural milker."—Levin & Co., Ltd., Machinery Department, Masterton. [952, 2212, 1100, 2269]
notice-item: 5/11 TO 12/6—Plain Silks, dull finish. Black, Navy, Grey, and all popular colours. You will find just what you need at C. Smith's. [796, 1977, 944, 2034]
notice-item: DO YOU FEAR BALDNESS? [639, 443, 768, 454]
notice-item: WEDDING RINGS [483, 720, 567, 731]
column-6 [792, 182, 948, 2227]
notice-item: EASTBOURNE, seafront level section. £200. Would accept £50 deposit. [796, 1777, 944, 1811]
notice-item: SUTTON'S SUPREME Seed Potatoes—Hand-picked correct size. Buy your seed potatoes from us and save cutting.—N.Z. Farmers' Co-op. Distributing Co., Ltd., Masterton. [170, 1731, 318, 1800]
notice-item: LILIAN McKENZIE 61 RENALL STREET LADIES HAIRDRESSER PERMANENT WAVE SPECIALIST. Please Note: 'Phone 1521. [483, 861, 631, 918]
notice-item: PRIME Electric Fences.—Keep down fencing costs by 75%. Come and see the prime—the most reliable Electric Fence on the market. 12 months' guarantee. [326, 1167, 475, 1236]
notice-item: LOST, between Gladstone and Masterton, Abney level. Reward on returning to "Times-Age." [952, 742, 1100, 776]
notice-item: MISS C. DODDS, Baweru, writes: "My Asthma disappeared after taking Dr. Hair's."—Woollams, Chemist, opposite W.F.C.A. [170, 1061, 318, 1118]
section-heading: PUBLIC NOTICES. [170, 540, 317, 555]
notice-item: CONVERT your old Gold and Diamond Rings into cash. Highest prices. — G. Dallas, Watchmaker, C. Smith's Buildings, Masterton. [952, 1754, 1100, 1812]
notice-item: DOUBLE FEATURE [170, 302, 261, 313]
notice-item: WAIRARAPA SHOW [483, 442, 574, 453]
notice-item: Starring E. G. Robinson, Ida Lupino and John Garfield. [170, 461, 318, 483]
notice-item: SUBSCRIPTIONS: 12 years and under 18 years, 7/6. 18 years and under 21 years, 15/-. 21 years and over, £1. [796, 1364, 944, 1410]
notice-item: SAVE your soles with Boyd's Boot and Shoe Preserver. Soles will outlast the uppers. One tin sufficient for three pairs of soles, for only 1/6.—At the Para Rubber Co., Ltd. [639, 1185, 788, 1253]
notice-item: W. G. LAMB & SON A.M.P. BUILDINGS, MASTERTON. Licensed Land Agents. 'Phone 1109. W. G. Lamb, 1116; S. E. Taylor, 1412. [14, 895, 162, 952]
notice-item: GOOD SUPPORTS. [170, 487, 258, 498]
section-body [170, 1542, 317, 2003]
notice-item: NEW and reconditioned implements. Spare parts in stock or procured. Scrap metals bought. Masterney Exchange Swinburn. [170, 1329, 318, 1386]
section-body [640, 1125, 787, 1474]
notice-item: WANTED.—Elderly cowman (pensioner), milk and odd jobs. Apply A. E. Panthorpe, Labour Agency, 7 Church Street. Telephone 2062. [952, 203, 1100, 260]
advertising-heading: Casual Advertising [951, 13, 1067, 26]
notice-item: A Grand, Gay, Glittering Ice-Travaganza! [326, 307, 475, 330]
advertising-rates-box [914, 8, 1104, 176]
notice-item: UPPER PLAIN.—9 acres rich land, modern home. Price £2500. [14, 1697, 162, 1731]
section-body [170, 558, 317, 991]
notice-item: CHAFF.—Best quality G.B.O.S. in stock, ex South. Full of oats and sweet. Get our quote. [326, 1020, 475, 1054]
column-7 [949, 182, 1104, 2329]
notice-item: CLEANSO Docking Fluid.—A safe and reliable disinfectant. Protect your lambs at docking time—use Cleanso. [326, 1118, 475, 1164]
